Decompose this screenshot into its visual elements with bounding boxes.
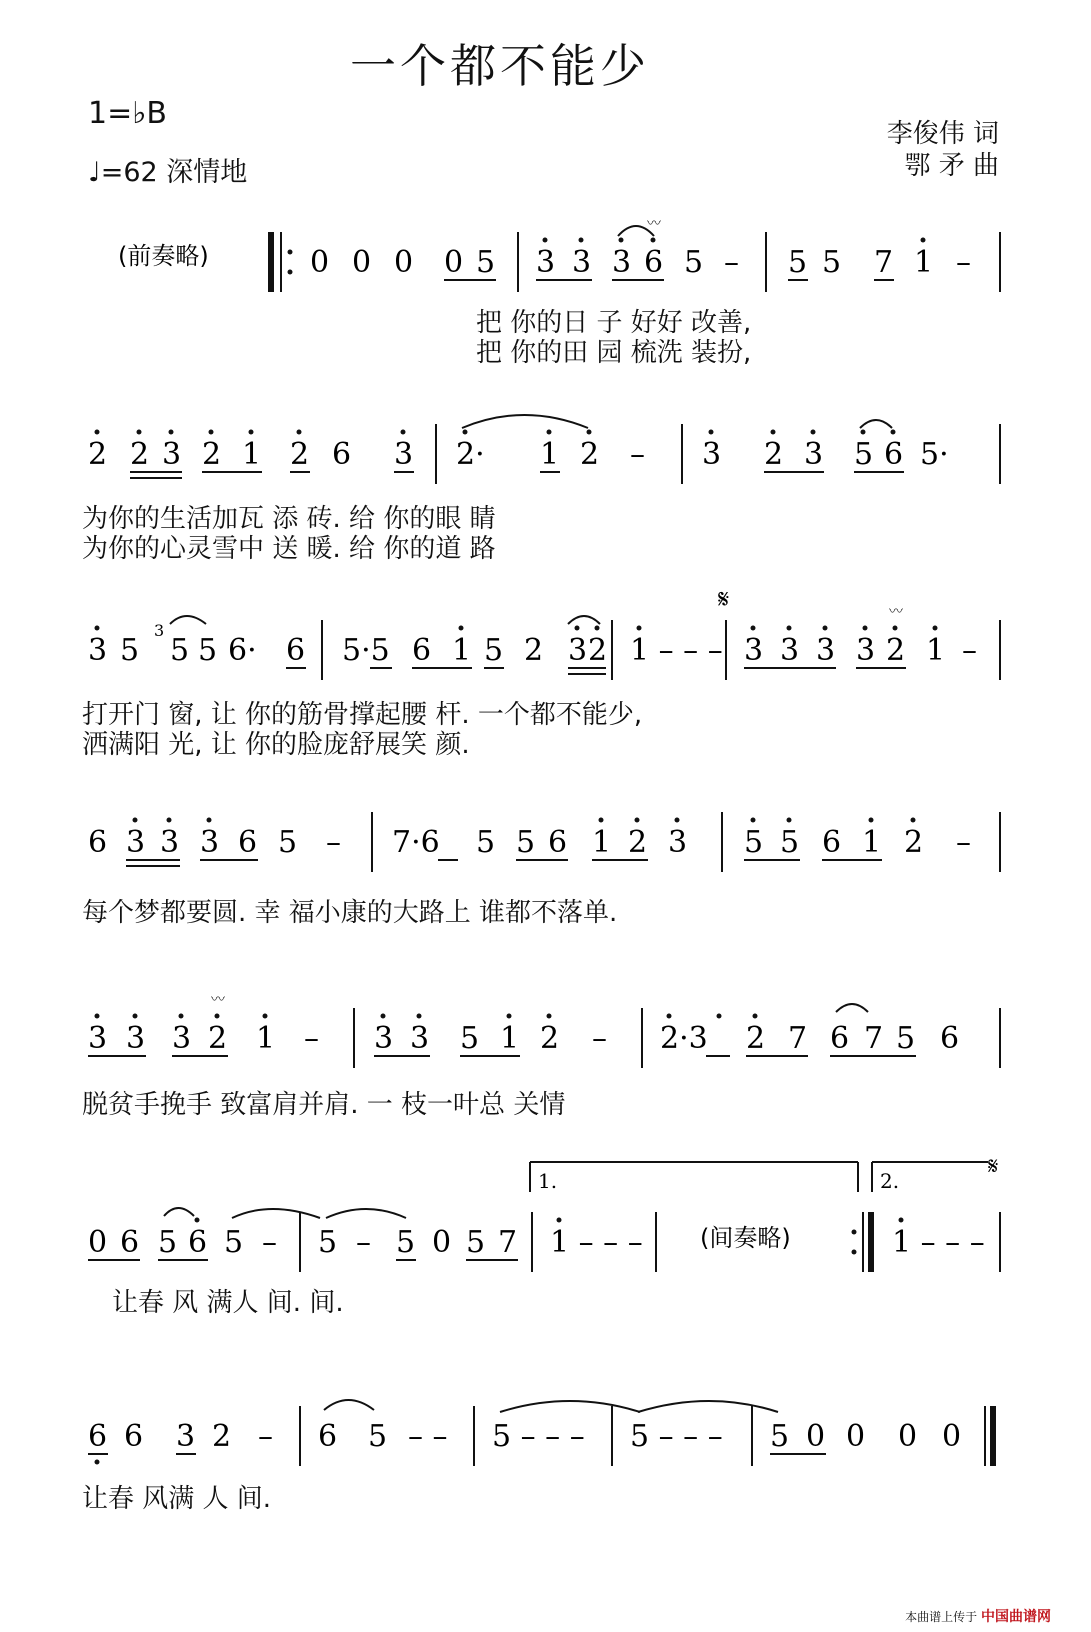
score-row-1 — [0, 216, 1091, 368]
svg-text:5·: 5· — [920, 437, 949, 472]
svg-text:–: – — [724, 245, 739, 280]
lyric-row-2-verse-2: 为你的心灵雪中 送 暖. 给 你的道 路 — [82, 534, 496, 564]
svg-text:1: 1 — [914, 245, 934, 280]
svg-text:2: 2 — [580, 437, 600, 472]
svg-text:7·6: 7·6 — [392, 825, 440, 860]
svg-text:0: 0 — [310, 245, 330, 280]
svg-text:6·: 6· — [228, 633, 257, 668]
svg-text:2: 2 — [290, 437, 310, 472]
svg-text:1: 1 — [592, 825, 612, 860]
svg-text:–: – — [304, 1021, 319, 1056]
volta-2-label: 2. — [880, 1169, 900, 1193]
score-row-4 — [0, 800, 1091, 928]
svg-text:3: 3 — [410, 1021, 430, 1056]
svg-text:3: 3 — [162, 437, 182, 472]
svg-text:5: 5 — [170, 633, 190, 668]
svg-text:5: 5 — [476, 825, 496, 860]
svg-text:1: 1 — [540, 437, 560, 472]
svg-text:5 – – –: 5 – – – — [492, 1419, 585, 1454]
svg-text:3: 3 — [702, 437, 722, 472]
lyric-row-1-verse-1: 把 你的日 子 好好 改善, — [476, 308, 752, 338]
svg-text:2: 2 — [208, 1021, 228, 1056]
svg-text:1 – – –: 1 – – – — [892, 1225, 985, 1260]
svg-text:5: 5 — [684, 245, 704, 280]
svg-text:5: 5 — [198, 633, 218, 668]
svg-text:5: 5 — [476, 245, 496, 280]
score-row-7 — [0, 1386, 1091, 1514]
svg-text:7: 7 — [874, 245, 894, 280]
svg-text:5: 5 — [516, 825, 536, 860]
svg-text:〰: 〰 — [211, 992, 225, 1008]
svg-text:2: 2 — [904, 825, 924, 860]
credits — [887, 118, 999, 182]
svg-text:1: 1 — [862, 825, 882, 860]
svg-text:3: 3 — [856, 633, 876, 668]
svg-text:6: 6 — [548, 825, 568, 860]
staff-row-3 — [0, 585, 1091, 688]
svg-text:5: 5 — [278, 825, 298, 860]
svg-text:6: 6 — [124, 1419, 144, 1454]
svg-text:6: 6 — [884, 437, 904, 472]
svg-text:2: 2 — [588, 633, 608, 668]
score-row-6 — [0, 1152, 1091, 1318]
key-signature: 1=♭B — [88, 96, 167, 131]
svg-text:6: 6 — [332, 437, 352, 472]
composer: 鄂 矛 曲 — [904, 151, 999, 181]
page-title: 一个都不能少 — [350, 39, 650, 93]
lyric-row-3-verse-1: 打开门 窗, 让 你的筋骨撑起腰 杆. 一个都不能少, — [82, 700, 643, 730]
svg-text:5: 5 — [822, 245, 842, 280]
svg-text:5: 5 — [854, 437, 874, 472]
svg-text:5: 5 — [466, 1225, 486, 1260]
lyric-row-3-verse-2: 洒满阳 光, 让 你的脸庞舒展笑 颜. — [82, 730, 470, 760]
score-row-3 — [0, 585, 1091, 760]
svg-text:2: 2 — [628, 825, 648, 860]
svg-text:0: 0 — [806, 1419, 826, 1454]
svg-text:0: 0 — [394, 245, 414, 280]
svg-text:6: 6 — [830, 1021, 850, 1056]
lyric-row-6: 让春 风 满人 间. 间. — [112, 1288, 344, 1318]
svg-text:1: 1 — [242, 437, 262, 472]
svg-text:7: 7 — [498, 1225, 518, 1260]
svg-text:–: – — [956, 825, 971, 860]
svg-text:0: 0 — [352, 245, 372, 280]
svg-text:2: 2 — [88, 437, 108, 472]
svg-text:–: – — [258, 1419, 273, 1454]
svg-text:3: 3 — [744, 633, 764, 668]
svg-text:5: 5 — [780, 825, 800, 860]
svg-text:– –: – – — [408, 1419, 448, 1454]
svg-text:2: 2 — [764, 437, 784, 472]
svg-text:0: 0 — [942, 1419, 962, 1454]
segno-symbol-1: 𝄋 — [718, 585, 730, 615]
svg-text:0: 0 — [432, 1225, 452, 1260]
svg-text:3: 3 — [160, 825, 180, 860]
lyric-row-4: 每个梦都要圆. 幸 福小康的大路上 谁都不落单. — [82, 898, 618, 928]
svg-text:5: 5 — [396, 1225, 416, 1260]
svg-text:1: 1 — [256, 1021, 276, 1056]
svg-text:7: 7 — [788, 1021, 808, 1056]
lyric-row-7: 让春 风满 人 间. — [82, 1484, 272, 1514]
svg-text:–: – — [262, 1225, 277, 1260]
lyric-row-1-verse-2: 把 你的田 园 梳洗 装扮, — [476, 338, 752, 368]
svg-text:3: 3 — [172, 1021, 192, 1056]
svg-text:〰: 〰 — [647, 216, 661, 232]
prelude-label: (前奏略) — [118, 242, 209, 270]
svg-text:3: 3 — [612, 245, 632, 280]
svg-text:3: 3 — [394, 437, 414, 472]
svg-text:5: 5 — [770, 1419, 790, 1454]
svg-text:0: 0 — [444, 245, 464, 280]
svg-text:3: 3 — [568, 633, 588, 668]
score-row-5 — [0, 992, 1091, 1120]
svg-text:2: 2 — [130, 437, 150, 472]
svg-text:3: 3 — [88, 1021, 108, 1056]
svg-text:6: 6 — [318, 1419, 338, 1454]
svg-text:2: 2 — [524, 633, 544, 668]
svg-text:6: 6 — [644, 245, 664, 280]
footer-text: 本曲谱上传于 — [905, 1610, 978, 1624]
footer-credit — [905, 1606, 1051, 1626]
staff-row-7 — [0, 1386, 1091, 1466]
svg-text:0: 0 — [846, 1419, 866, 1454]
svg-text:6: 6 — [940, 1021, 960, 1056]
svg-text:3: 3 — [88, 633, 108, 668]
svg-text:6: 6 — [88, 1419, 108, 1454]
svg-text:–: – — [962, 633, 977, 668]
svg-text:1: 1 — [500, 1021, 520, 1056]
svg-text:3: 3 — [154, 621, 165, 640]
segno-symbol-2: 𝄋 — [988, 1152, 999, 1180]
svg-text:3: 3 — [126, 1021, 146, 1056]
svg-text:1: 1 — [926, 633, 946, 668]
svg-text:2: 2 — [886, 633, 906, 668]
svg-text:2: 2 — [746, 1021, 766, 1056]
svg-text:5: 5 — [484, 633, 504, 668]
lyric-row-5: 脱贫手挽手 致富肩并肩. 一 枝一叶总 关情 — [82, 1090, 566, 1120]
svg-text:6: 6 — [238, 825, 258, 860]
svg-text:3: 3 — [536, 245, 556, 280]
svg-text:3: 3 — [780, 633, 800, 668]
volta-1-label: 1. — [538, 1169, 558, 1193]
staff-row-2 — [0, 412, 1091, 492]
svg-text:5: 5 — [318, 1225, 338, 1260]
svg-text:2·3: 2·3 — [660, 1021, 708, 1056]
interlude-label: (间奏略) — [700, 1224, 791, 1252]
svg-text:1: 1 — [452, 633, 472, 668]
svg-text:2: 2 — [540, 1021, 560, 1056]
svg-text:2: 2 — [212, 1419, 232, 1454]
svg-text:7: 7 — [864, 1021, 884, 1056]
svg-text:5·5: 5·5 — [342, 633, 390, 668]
svg-text:5 – – –: 5 – – – — [630, 1419, 723, 1454]
svg-text:3: 3 — [572, 245, 592, 280]
staff-row-5 — [0, 992, 1091, 1076]
svg-text:–: – — [326, 825, 341, 860]
svg-text:2·: 2· — [456, 437, 485, 472]
svg-text:6: 6 — [120, 1225, 140, 1260]
svg-text:6: 6 — [88, 825, 108, 860]
svg-text:5: 5 — [744, 825, 764, 860]
lyricist: 李俊伟 词 — [886, 119, 999, 149]
tempo-marking: ♩=62 深情地 — [88, 157, 248, 188]
svg-text:5: 5 — [158, 1225, 178, 1260]
svg-text:1 – – –: 1 – – – — [630, 633, 723, 668]
lyric-row-2-verse-1: 为你的生活加瓦 添 砖. 给 你的眼 睛 — [82, 504, 496, 534]
svg-text:2: 2 — [202, 437, 222, 472]
svg-text:5: 5 — [224, 1225, 244, 1260]
svg-text:6: 6 — [822, 825, 842, 860]
footer-site[interactable]: 中国曲谱网 — [981, 1609, 1051, 1625]
staff-row-4 — [0, 800, 1091, 880]
score-row-2 — [0, 412, 1091, 564]
staff-row-1 — [0, 216, 1091, 300]
svg-text:〰: 〰 — [889, 604, 903, 620]
svg-text:–: – — [356, 1225, 371, 1260]
svg-text:6: 6 — [286, 633, 306, 668]
svg-text:5: 5 — [460, 1021, 480, 1056]
svg-text:3: 3 — [816, 633, 836, 668]
svg-text:0: 0 — [898, 1419, 918, 1454]
svg-text:5: 5 — [368, 1419, 388, 1454]
svg-text:5: 5 — [120, 633, 140, 668]
svg-text:–: – — [956, 245, 971, 280]
svg-text:5: 5 — [896, 1021, 916, 1056]
svg-text:6: 6 — [188, 1225, 208, 1260]
svg-text:3: 3 — [374, 1021, 394, 1056]
svg-text:3: 3 — [668, 825, 688, 860]
svg-text:5: 5 — [788, 245, 808, 280]
svg-text:3: 3 — [804, 437, 824, 472]
staff-row-6 — [0, 1152, 1091, 1270]
svg-text:1 – – –: 1 – – – — [550, 1225, 643, 1260]
svg-text:–: – — [630, 437, 645, 472]
svg-text:–: – — [592, 1021, 607, 1056]
svg-text:0: 0 — [88, 1225, 108, 1260]
svg-text:3: 3 — [200, 825, 220, 860]
svg-text:6: 6 — [412, 633, 432, 668]
svg-text:3: 3 — [126, 825, 146, 860]
svg-text:3: 3 — [176, 1419, 196, 1454]
